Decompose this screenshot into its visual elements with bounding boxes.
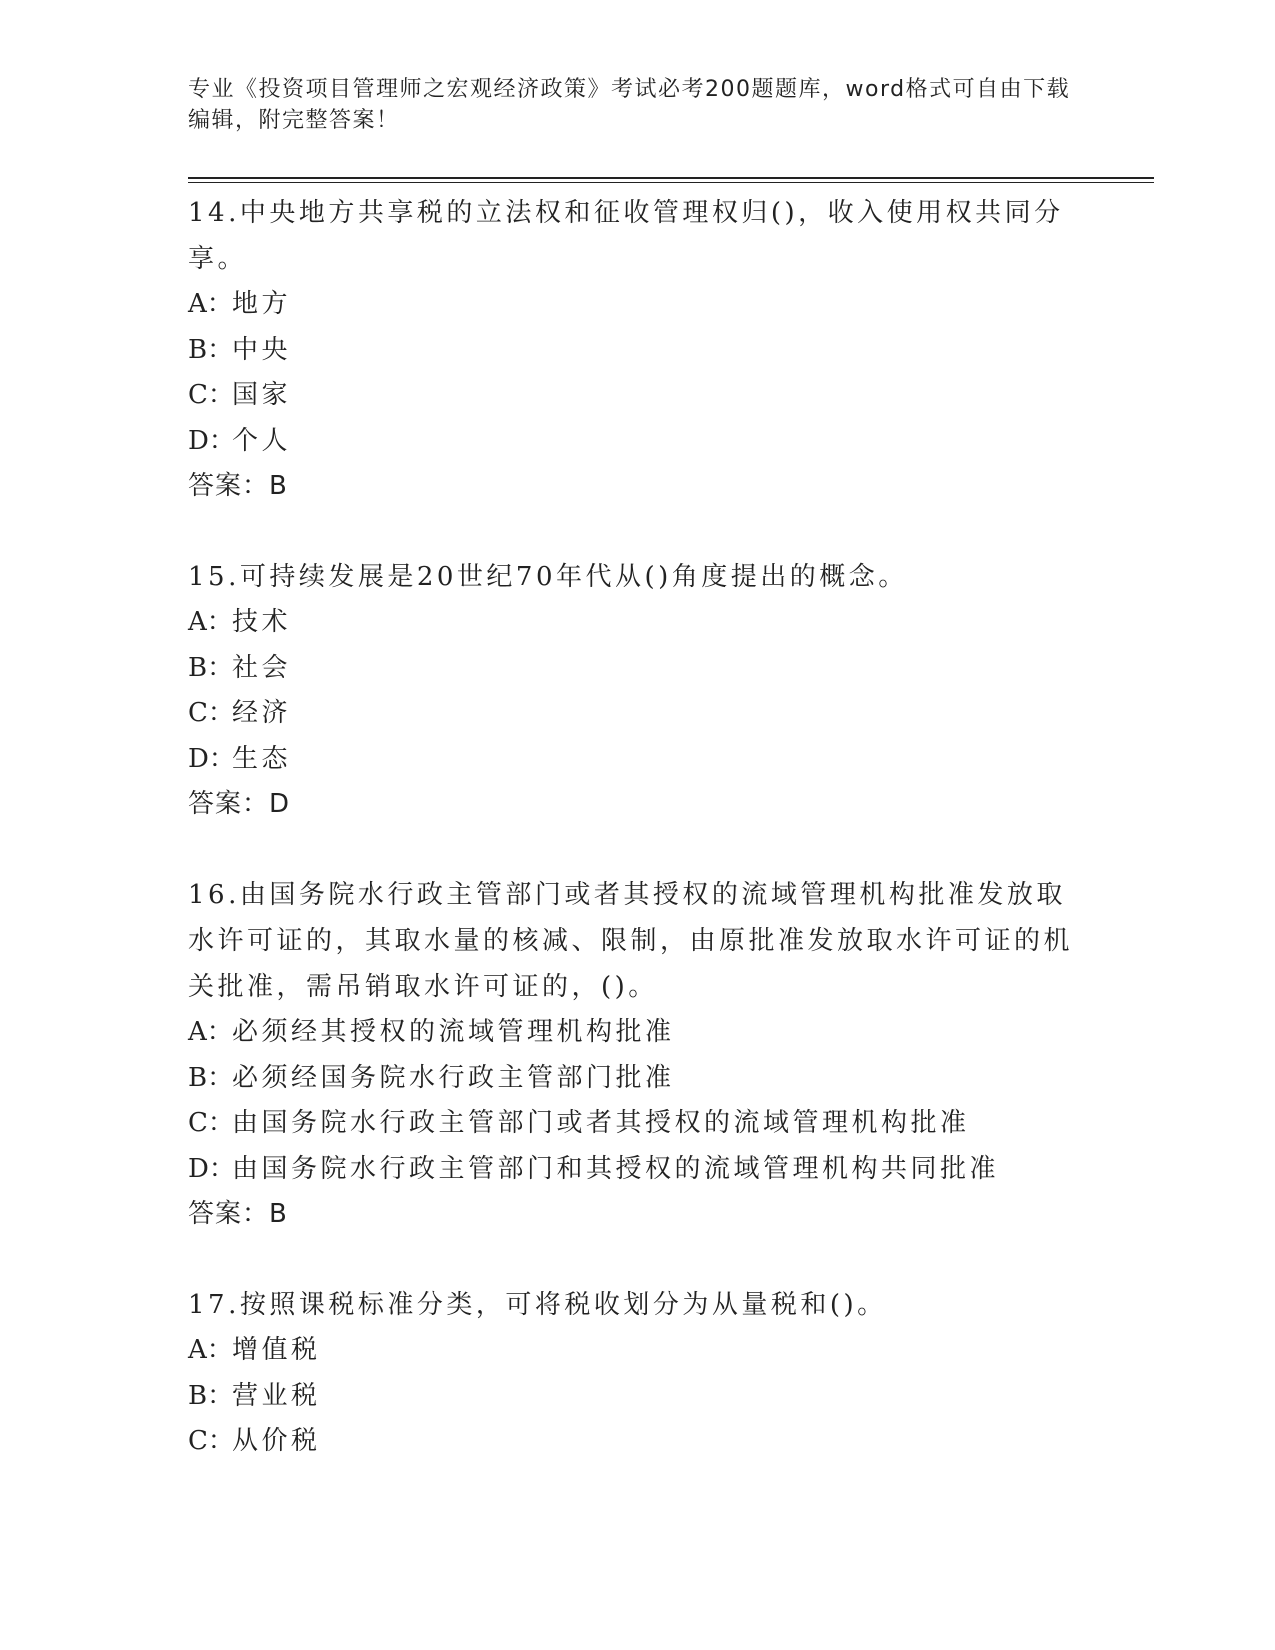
option-text: 经济 [232, 698, 292, 728]
option-letter: C： [188, 1108, 234, 1138]
option-letter: B： [188, 652, 234, 683]
option-text: 地方 [232, 289, 292, 319]
option-letter: C： [188, 380, 234, 410]
answer-line: 答案：B [188, 1199, 288, 1229]
option-letter: A： [188, 1017, 233, 1047]
option-text: 技术 [232, 607, 292, 637]
question-stem: 17.按照课税标准分类，可将税收划分为从量税和()。 [188, 1290, 887, 1320]
option-text: 社会 [232, 652, 292, 683]
option-c [188, 691, 1088, 737]
option-b [188, 1056, 1088, 1102]
option-d [188, 737, 1088, 783]
option-text: 必须经其授权的流域管理机构批准 [232, 1017, 675, 1047]
option-text: 由国务院水行政主管部门和其授权的流域管理机构共同批准 [232, 1153, 1000, 1184]
document-header: 专业《投资项目管理师之宏观经济政策》考试必考200题题库，word格式可自由下载编辑，附完整答案！ [188, 77, 1071, 133]
option-letter: D： [188, 1153, 235, 1184]
option-d [188, 419, 1088, 465]
option-letter: D： [188, 743, 235, 774]
option-a [188, 282, 1088, 328]
option-text: 个人 [232, 425, 292, 456]
question-stem: 14.中央地方共享税的立法权和征收管理权归()，收入使用权共同分享。 [188, 198, 1064, 274]
question-14 [188, 190, 1088, 509]
option-letter: D： [188, 425, 235, 456]
question-17 [188, 1282, 1088, 1465]
option-c [188, 373, 1088, 419]
option-c [188, 1419, 1088, 1465]
option-b [188, 328, 1088, 374]
option-letter: A： [188, 607, 233, 637]
option-d [188, 1147, 1088, 1193]
answer-line: 答案：D [188, 789, 291, 819]
option-letter: B： [188, 1062, 234, 1093]
header-divider-thick [188, 177, 1154, 179]
option-a [188, 1010, 1088, 1056]
option-b [188, 646, 1088, 692]
question-spacer [188, 509, 1088, 554]
option-letter: B： [188, 1380, 234, 1411]
option-letter: A： [188, 289, 233, 319]
question-15 [188, 554, 1088, 827]
option-text: 增值税 [232, 1335, 321, 1365]
header-divider-thin [188, 182, 1154, 183]
option-text: 营业税 [232, 1380, 321, 1411]
option-a [188, 600, 1088, 646]
question-list [188, 190, 1088, 1465]
option-text: 国家 [232, 380, 292, 410]
option-a [188, 1328, 1088, 1374]
option-text: 由国务院水行政主管部门或者其授权的流域管理机构批准 [232, 1108, 970, 1138]
option-letter: C： [188, 698, 234, 728]
option-letter: B： [188, 334, 234, 365]
answer-line: 答案：B [188, 471, 288, 501]
question-stem: 15.可持续发展是20世纪70年代从()角度提出的概念。 [188, 562, 908, 592]
option-text: 必须经国务院水行政主管部门批准 [232, 1062, 675, 1093]
option-text: 生态 [232, 743, 292, 774]
option-text: 从价税 [232, 1426, 321, 1456]
question-stem: 16.由国务院水行政主管部门或者其授权的流域管理机构批准发放取水许可证的，其取水量的核减、限制，由原批准发放取水许可证的机关批准，需吊销取水许可证的，()。 [188, 880, 1074, 1002]
option-text: 中央 [232, 334, 292, 365]
option-b [188, 1374, 1088, 1420]
option-c [188, 1101, 1088, 1147]
option-letter: C： [188, 1426, 234, 1456]
question-16 [188, 872, 1088, 1237]
option-letter: A： [188, 1335, 233, 1365]
question-spacer [188, 1237, 1088, 1282]
question-spacer [188, 827, 1088, 872]
